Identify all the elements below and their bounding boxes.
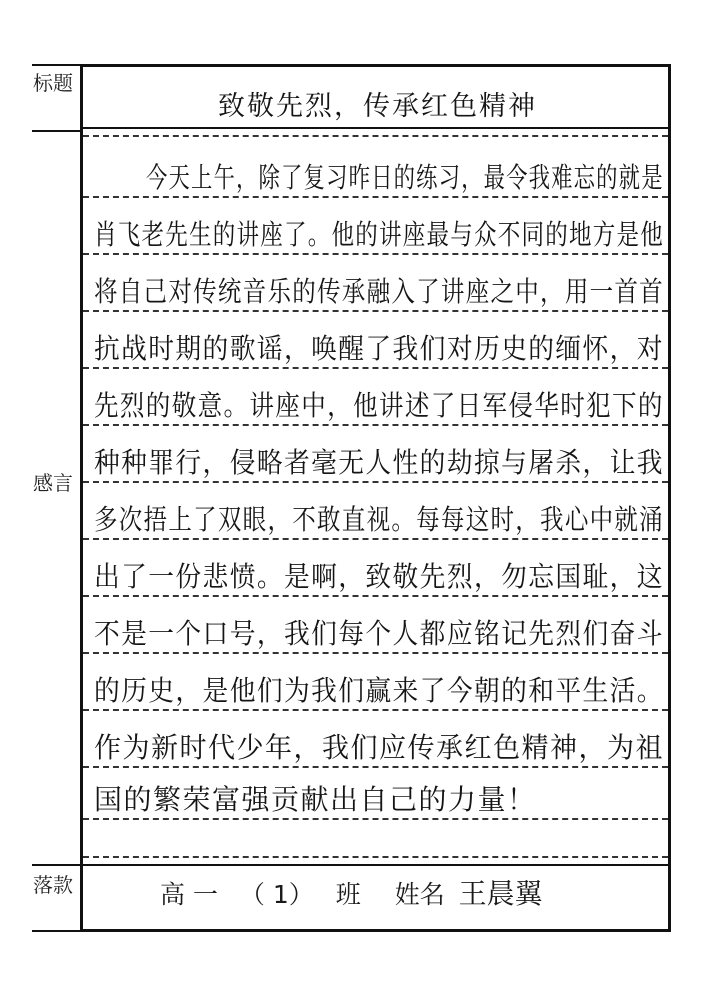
ruled-line: [83, 538, 668, 540]
left-rule-title: [32, 130, 80, 132]
essay-line-5: 先烈的敬意。讲座中，他讲述了日军侵华时犯下的: [94, 389, 664, 422]
ruled-line: [83, 310, 668, 312]
essay-line-7: 多次捂上了双眼，不敢直视。每每这时，我心中就涌: [94, 503, 664, 536]
title-section-label: 标题: [33, 71, 73, 95]
grade-text: 高 一: [160, 880, 218, 909]
ruled-line: [83, 766, 668, 768]
essay-line-2: 肖飞老先生的讲座了。他的讲座最与众不同的地方是他: [94, 218, 664, 251]
ruled-line: [83, 595, 668, 597]
ruled-line: [83, 856, 668, 858]
ruled-line: [83, 709, 668, 711]
essay-title: 致敬先烈，传承红色精神: [218, 91, 537, 122]
essay-line-8: 出了一份悲愤。是啊，致敬先烈，勿忘国耻，这: [94, 560, 664, 593]
title-dash-line: [83, 135, 668, 137]
essay-line-4: 抗战时期的歌谣，唤醒了我们对历史的缅怀，对: [94, 332, 664, 365]
body-section-label: 感言: [33, 471, 73, 495]
ruled-line: [83, 818, 668, 820]
class-number: （ 1）: [239, 880, 314, 909]
title-separator: [83, 127, 668, 129]
essay-line-11: 作为新时代少年，我们应传承红色精神，为祖: [94, 731, 664, 764]
essay-line-12: 国的繁荣富强贡献出自己的力量！: [94, 783, 537, 816]
left-rule-bottom: [32, 930, 80, 932]
ruled-line: [83, 424, 668, 426]
signature-section-label: 落款: [33, 873, 73, 897]
student-name: 王晨翼: [458, 877, 543, 910]
essay-line-1: 今天上午，除了复习昨日的练习，最令我难忘的就是: [146, 161, 664, 194]
left-rule-top: [32, 64, 80, 66]
ruled-line: [83, 253, 668, 255]
essay-line-6: 种种罪行，侵略者毫无人性的劫掠与屠杀，让我: [94, 446, 664, 479]
essay-line-10: 的历史，是他们为我们赢来了今朝的和平生活。: [94, 674, 664, 707]
ruled-line: [83, 652, 668, 654]
essay-line-9: 不是一个口号，我们每个人都应铭记先烈们奋斗: [94, 617, 664, 650]
name-label: 姓名: [394, 880, 445, 909]
ruled-line: [83, 481, 668, 483]
ruled-line: [83, 367, 668, 369]
signature-line: [160, 872, 543, 912]
class-word: 班: [335, 880, 361, 909]
left-rule-footer: [32, 864, 80, 866]
ruled-line: [83, 196, 668, 198]
essay-line-3: 将自己对传统音乐的传承融入了讲座之中，用一首首: [94, 275, 664, 308]
footer-separator: [83, 864, 668, 866]
